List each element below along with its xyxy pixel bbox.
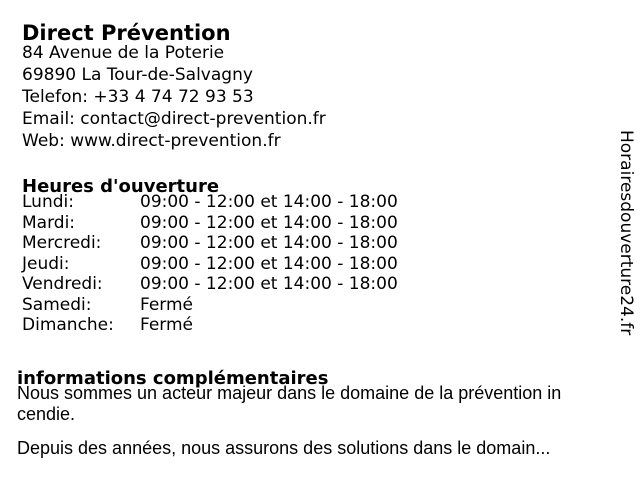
- additional-info-heading: informations complémentaires: [17, 367, 329, 389]
- hours-row-vendredi: [22, 274, 398, 295]
- address-city: 69890 La Tour-de-Salvagny: [22, 65, 253, 85]
- address-street: 84 Avenue de la Poterie: [22, 43, 225, 63]
- hours-value: Fermé: [140, 315, 194, 335]
- hours-value: 09:00 - 12:00 et 14:00 - 18:00: [140, 212, 398, 233]
- phone-line: Telefon: +33 4 74 72 93 53: [22, 87, 254, 107]
- opening-hours-table: [22, 192, 398, 336]
- info-paragraph-1-line-1: Nous sommes un acteur majeur dans le domaine de la prévention in: [17, 383, 562, 403]
- hours-row-mercredi: [22, 233, 398, 254]
- web-line: Web: www.direct-prevention.fr: [22, 131, 281, 151]
- day-label: Dimanche:: [22, 315, 114, 335]
- day-label: Mardi:: [22, 212, 76, 233]
- info-paragraph-1-line-2: cendie.: [17, 403, 76, 424]
- hours-value: 09:00 - 12:00 et 14:00 - 18:00: [140, 253, 398, 274]
- page-title: Direct Prévention: [22, 21, 231, 46]
- info-paragraph-2: Depuis des années, nous assurons des solutions dans le domain...: [17, 438, 551, 458]
- email-line: Email: contact@direct-prevention.fr: [22, 109, 326, 129]
- day-label: Samedi:: [22, 294, 92, 315]
- hours-row-jeudi: [22, 254, 398, 275]
- hours-value: 09:00 - 12:00 et 14:00 - 18:00: [140, 233, 398, 253]
- hours-row-samedi: [22, 295, 398, 316]
- hours-value: Fermé: [140, 294, 194, 315]
- contact-block: [22, 42, 326, 152]
- opening-hours-heading: Heures d'ouverture: [22, 175, 220, 197]
- hours-value: 09:00 - 12:00 et 14:00 - 18:00: [140, 192, 398, 212]
- hours-value: 09:00 - 12:00 et 14:00 - 18:00: [140, 274, 398, 294]
- hours-row-dimanche: [22, 315, 398, 336]
- day-label: Lundi:: [22, 192, 74, 212]
- info-paragraph-1: [17, 383, 629, 424]
- day-label: Mercredi:: [22, 233, 102, 253]
- hours-row-lundi: [22, 192, 398, 213]
- day-label: Jeudi:: [22, 253, 70, 274]
- watermark-vertical-text: Horairesdouverture24.fr: [616, 130, 636, 336]
- day-label: Vendredi:: [22, 274, 103, 294]
- hours-row-mardi: [22, 213, 398, 234]
